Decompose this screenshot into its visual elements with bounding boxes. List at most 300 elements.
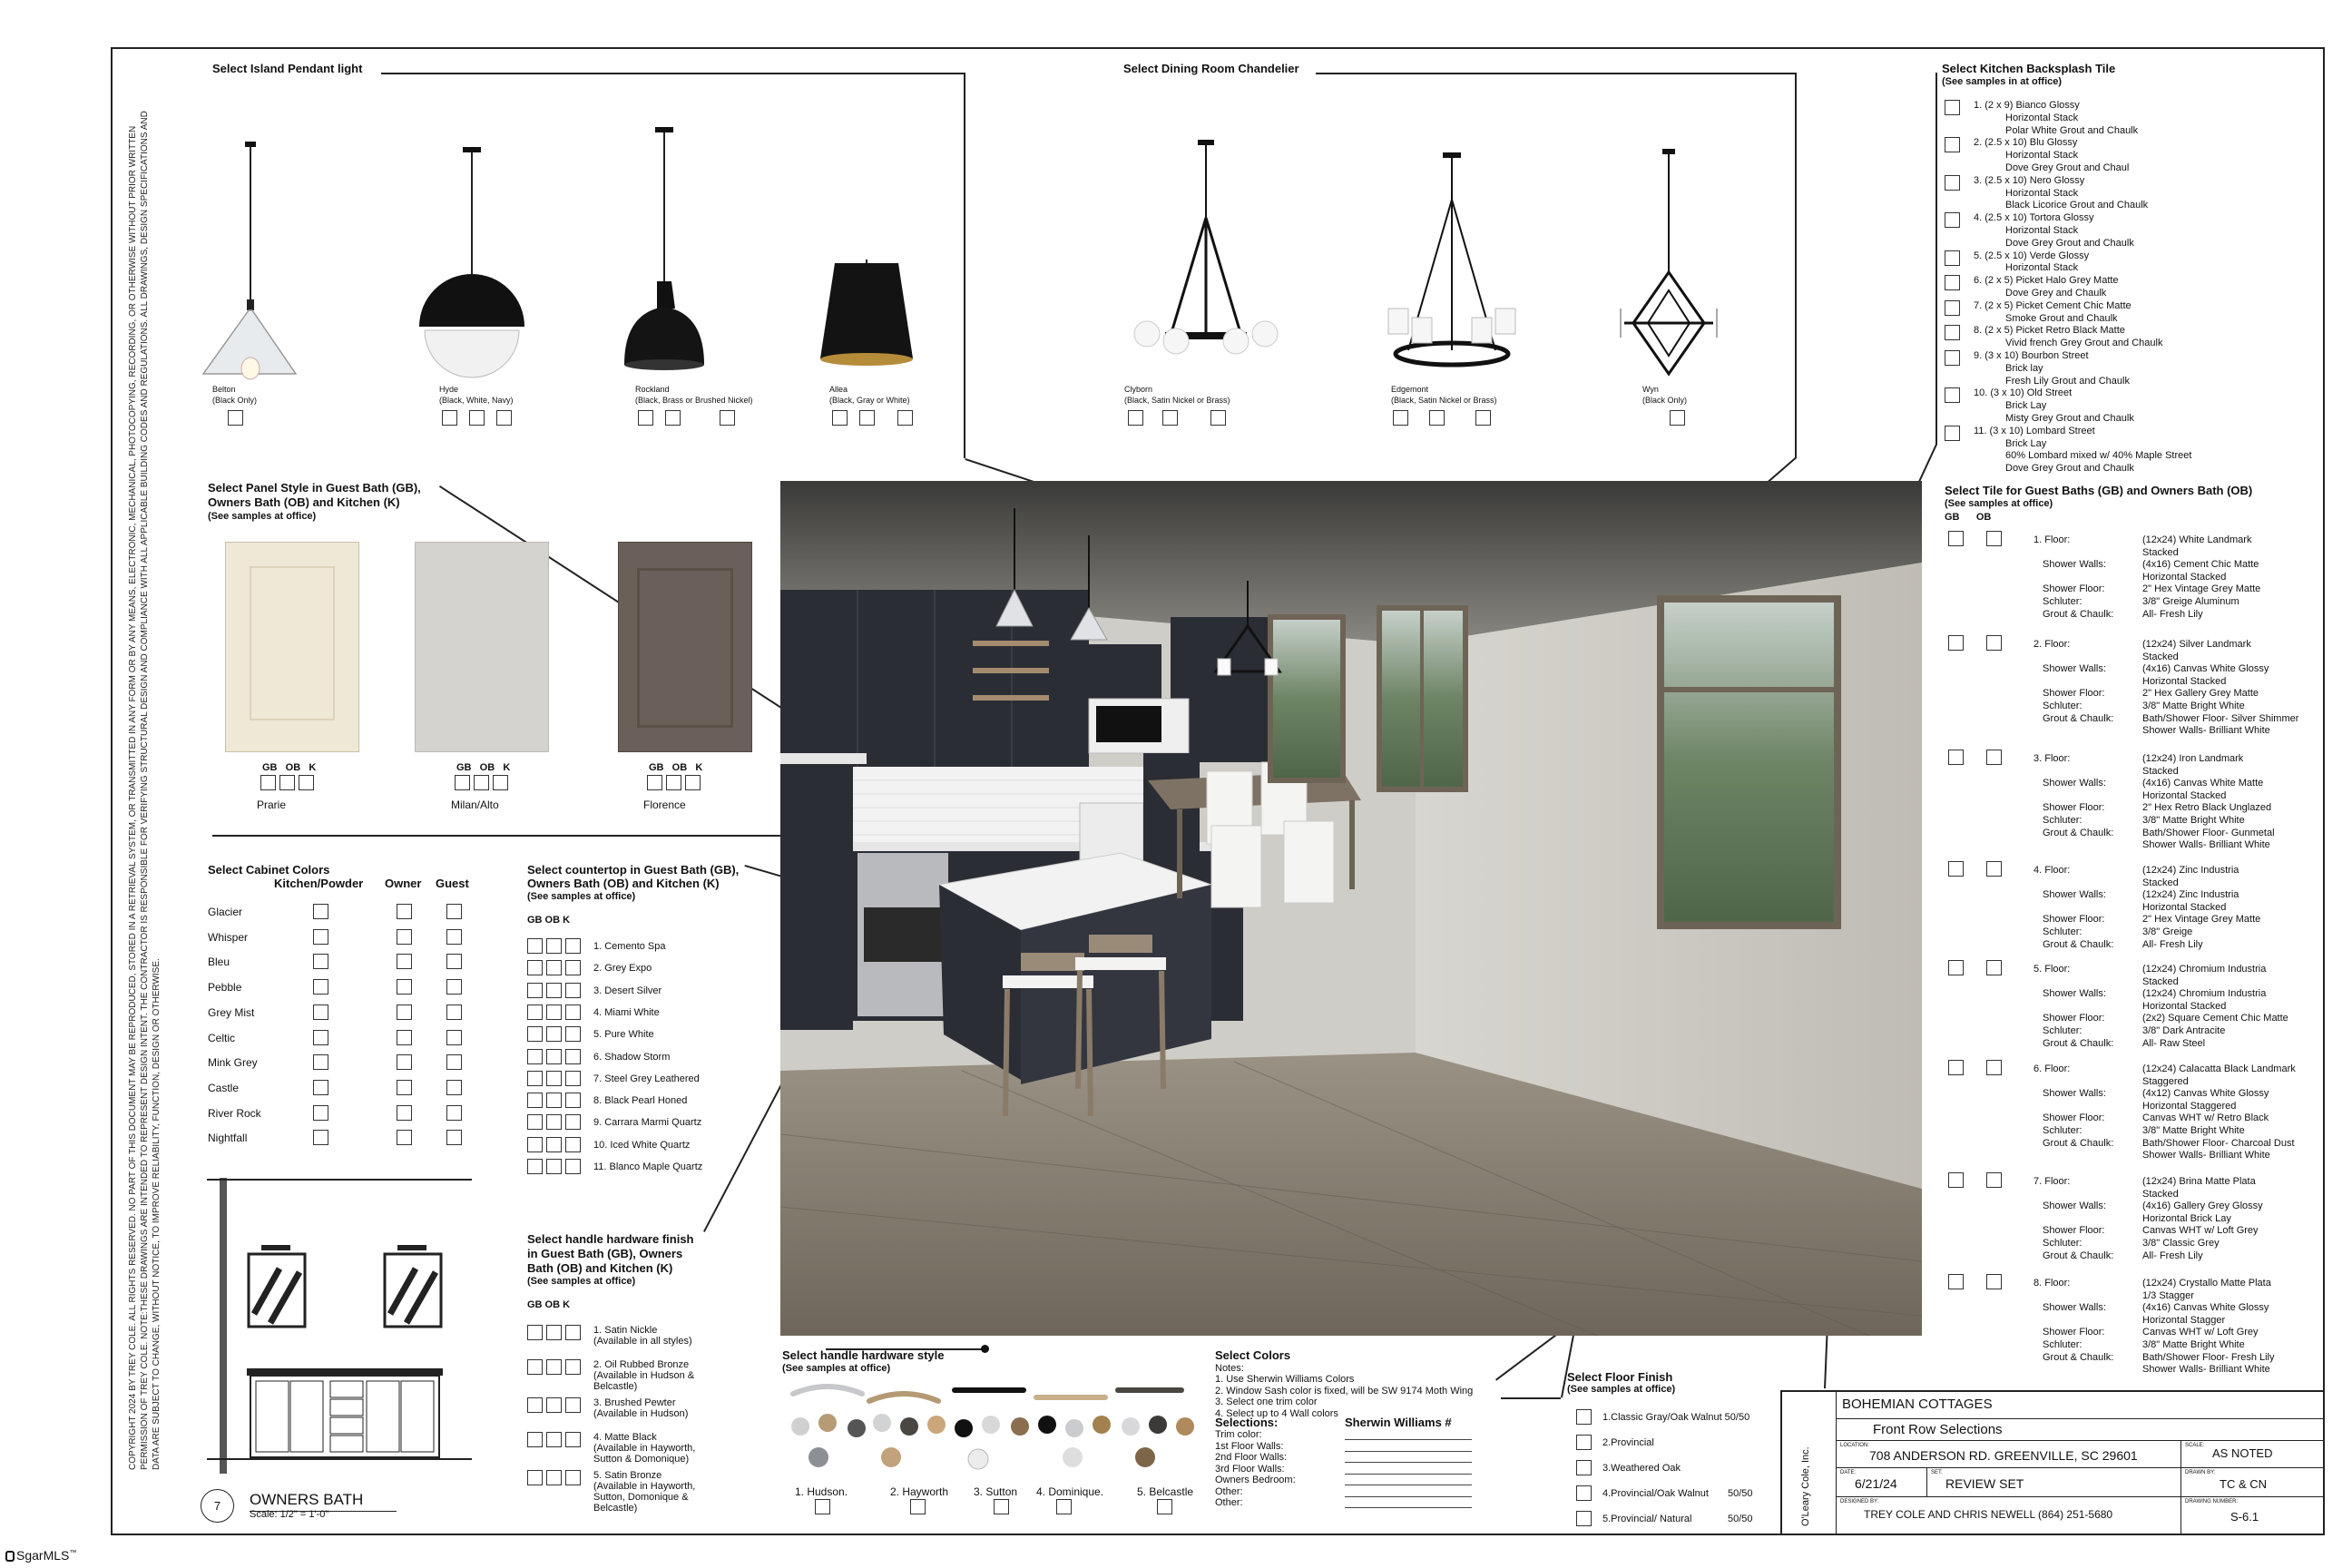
cabinet-guest-checkbox[interactable] [446, 1004, 462, 1020]
cabinet-color-name: Pebble [208, 981, 242, 995]
guest-tile-ob-checkbox[interactable] [1986, 635, 2002, 651]
countertop-checkbox[interactable] [546, 1137, 562, 1152]
countertop-name: 4. Miami White [593, 1006, 660, 1018]
countertop-checkbox[interactable] [546, 960, 562, 975]
countertop-checkbox[interactable] [565, 1026, 581, 1042]
leader-dot [981, 1345, 989, 1353]
countertop-checkbox[interactable] [565, 1114, 581, 1130]
cabinet-kitchen-checkbox[interactable] [313, 1080, 328, 1095]
handle-finish-subtitle: (See samples at office) [527, 1276, 636, 1287]
colors-row-label: Trim color: [1215, 1429, 1262, 1440]
cabinet-owner-checkbox[interactable] [397, 954, 412, 969]
handle-finish-checkbox[interactable] [565, 1397, 581, 1413]
pendant-checkbox[interactable] [832, 410, 848, 426]
chandelier-checkbox[interactable] [1210, 410, 1226, 426]
handle-finish-line: (Available in Hayworth, [593, 1481, 696, 1492]
panel-checkbox-milan[interactable] [493, 775, 508, 790]
cabinet-owner-checkbox[interactable] [397, 1080, 412, 1095]
pendant-name: Hyde [439, 385, 459, 394]
backsplash-checkbox[interactable] [1945, 175, 1960, 191]
countertop-checkbox[interactable] [546, 1049, 562, 1064]
copyright-notice: COPYRIGHT 2024 BY TREY COLE. ALL RIGHTS RESERVED. NO PART OF THIS DOCUMENT MAY BE REPRODUCED, STORED IN A RETRIEVAL SYSTEM, OR TRANSMITTED IN ANY FORM OR BY ANY MEANS, ELECTRONIC, MECHANICAL, PHOTOCOPYING, RECORDING, OR OTHERWISE WITHOUT PRIOR WRITTEN PERMISSION OF TREY COLE. NOTE:THESE DRAWINGS ARE INTENDED TO REPRESENT DESIGN INTENT. THE CONTRACTOR IS RESPONSIBLE FOR VERIFYING STRUCTURAL DESIGN AND COMPLIANCE WITH ALL APPLICABLE BUILDING CODES AND REGULATIONS. ALL DRAWINGS, DESIGN SPECIFICATIONS AND DATA ARE SUBJECT TO CHANGE, WITHOUT NOTICE, TO IMPROVE RELIABILITY, FUNCTION, DESIGN OR OTHERWISE. [128, 111, 162, 1470]
chandelier-finish: (Black Only) [1642, 396, 1688, 405]
owners-bath-scale: Scale: 1/2" = 1'-0" [250, 1509, 329, 1520]
panel-swatch-florence [618, 542, 752, 752]
guest-tile-value: Staggered [2142, 1075, 2189, 1087]
guest-tile-label: Shower Floor: [2043, 914, 2105, 926]
guest-tile-value: Horizontal Stagger [2142, 1314, 2226, 1326]
backsplash-line: Horizontal Stack [2005, 187, 2079, 199]
panel-checkbox-florence[interactable] [685, 775, 701, 790]
leader-line [1501, 1397, 1561, 1399]
guest-tile-gb-checkbox[interactable] [1948, 960, 1964, 975]
sheet-title: Front Row Selections [1837, 1419, 2323, 1441]
pendant-name: Belton [212, 385, 236, 394]
colors-note: 1. Use Sherwin Williams Colors [1215, 1374, 1355, 1385]
chandelier-checkbox[interactable] [1475, 410, 1491, 426]
owners-bath-elevation [207, 1178, 472, 1474]
cabinet-owner-checkbox[interactable] [397, 1030, 412, 1045]
cabinet-col-kitchen: Kitchen/Powder [274, 877, 364, 890]
guest-tile-value: (4x16) Canvas White Glossy [2142, 663, 2269, 675]
guest-tile-number: 1. Floor: [2034, 534, 2071, 545]
pendant-checkbox[interactable] [638, 410, 653, 426]
floor-name: 5.Provincial/ Natural [1602, 1514, 1692, 1524]
cabinet-color-name: Glacier [208, 906, 243, 918]
countertop-checkbox[interactable] [565, 938, 581, 954]
cabinet-owner-checkbox[interactable] [397, 1004, 412, 1020]
backsplash-checkbox[interactable] [1945, 250, 1960, 266]
title-block [1780, 1390, 2325, 1535]
cabinet-guest-checkbox[interactable] [446, 1105, 462, 1121]
guest-tile-ob-checkbox[interactable] [1986, 531, 2002, 546]
guest-tile-gb-checkbox[interactable] [1948, 531, 1964, 546]
guest-tile-label: Shower Floor: [2043, 583, 2105, 595]
countertop-checkbox[interactable] [546, 1026, 562, 1042]
guest-tile-label: Grout & Chaulk: [2043, 938, 2114, 950]
handle-finish-checkbox[interactable] [546, 1470, 562, 1485]
backsplash-checkbox[interactable] [1945, 100, 1960, 115]
handle-finish-checkbox[interactable] [527, 1325, 543, 1340]
colors-row-label: Other: [1215, 1485, 1243, 1497]
pendant-checkbox[interactable] [859, 410, 875, 426]
countertop-checkbox[interactable] [527, 1004, 543, 1020]
panel-cols: GB OB K [456, 762, 511, 773]
handle-finish-line: 3. Brushed Pewter [593, 1397, 676, 1408]
guest-tile-value: Stacked [2142, 975, 2179, 987]
panel-cols: GB OB K [262, 762, 317, 773]
panel-swatch-milan [415, 542, 549, 752]
handle-style-name: 1. Hudson. [795, 1485, 848, 1498]
panel-checkbox-milan[interactable] [455, 775, 470, 790]
cabinet-kitchen-checkbox[interactable] [313, 1105, 328, 1121]
guest-tile-gb-checkbox[interactable] [1948, 861, 1964, 877]
handle-finish-checkbox[interactable] [546, 1359, 562, 1375]
guest-tile-value: Shower Walls- Brilliant White [2142, 725, 2270, 737]
handle-finish-checkbox[interactable] [565, 1359, 581, 1375]
colors-row-blank[interactable] [1345, 1474, 1472, 1475]
guest-tile-ob-checkbox[interactable] [1986, 861, 2002, 877]
countertop-checkbox[interactable] [527, 1071, 543, 1086]
handle-finish-line: Belcastle) [593, 1503, 638, 1514]
cabinet-owner-checkbox[interactable] [397, 979, 412, 995]
leader-line [965, 73, 966, 458]
colors-selections-label: Selections: [1215, 1416, 1279, 1429]
handle-style-checkbox[interactable] [815, 1499, 830, 1514]
cabinet-guest-checkbox[interactable] [446, 979, 462, 995]
cabinet-kitchen-checkbox[interactable] [313, 904, 328, 919]
cabinet-color-name: River Rock [208, 1106, 261, 1120]
countertop-name: 7. Steel Grey Leathered [593, 1073, 700, 1084]
countertop-checkbox[interactable] [546, 1093, 562, 1108]
guest-tile-value: All- Fresh Lily [2142, 608, 2203, 620]
guest-tile-ob-checkbox[interactable] [1986, 1172, 2002, 1188]
floor-checkbox[interactable] [1576, 1485, 1592, 1501]
handle-finish-line: (Available in Hayworth, [593, 1443, 696, 1454]
guest-tile-label: Schluter: [2043, 1025, 2082, 1036]
chandelier-checkbox[interactable] [1393, 410, 1408, 426]
set-cell [1927, 1468, 2181, 1497]
countertop-checkbox[interactable] [546, 983, 562, 998]
cabinet-color-name: Bleu [208, 956, 230, 969]
cabinet-guest-checkbox[interactable] [446, 904, 462, 919]
countertop-name: 8. Black Pearl Honed [593, 1095, 688, 1107]
watermark-text: SgarMLS [16, 1548, 70, 1563]
guest-tile-title: Select Tile for Guest Baths (GB) and Owners Bath (OB) [1945, 484, 2253, 497]
cabinet-color-name: Mink Grey [208, 1056, 258, 1070]
cabinet-color-name: Celtic [208, 1031, 236, 1044]
pendant-checkbox[interactable] [720, 410, 735, 426]
countertop-checkbox[interactable] [527, 1093, 543, 1108]
pendant-lights-illustration [200, 127, 944, 381]
panel-checkbox-milan[interactable] [474, 775, 489, 790]
colors-note: 3. Select one trim color [1215, 1396, 1318, 1407]
colors-row-blank[interactable] [1345, 1451, 1472, 1452]
kitchen-render-image [780, 481, 1922, 1336]
backsplash-checkbox[interactable] [1945, 275, 1960, 290]
countertop-name: 9. Carrara Marmi Quartz [593, 1117, 702, 1129]
backsplash-line: 3. (2.5 x 10) Nero Glossy [1974, 174, 2085, 186]
firm-column [1782, 1392, 1837, 1534]
cabinet-guest-checkbox[interactable] [446, 1080, 462, 1095]
guest-tile-value: All- Fresh Lily [2142, 938, 2203, 950]
countertop-checkbox[interactable] [565, 1071, 581, 1086]
guest-tile-ob-checkbox[interactable] [1986, 750, 2002, 765]
countertop-checkbox[interactable] [527, 1026, 543, 1042]
backsplash-line: Vivid french Grey Grout and Chaulk [2005, 338, 2163, 349]
handle-finish-line: Sutton, Domonique & [593, 1492, 689, 1503]
pendant-finish: (Black, White, Navy) [439, 396, 514, 405]
backsplash-line: 1. (2 x 9) Bianco Glossy [1974, 100, 2080, 111]
countertop-checkbox[interactable] [527, 1137, 543, 1152]
colors-row-label: Owners Bedroom: [1215, 1475, 1296, 1485]
guest-tile-value: All- Raw Steel [2142, 1037, 2206, 1049]
countertop-checkbox[interactable] [565, 1049, 581, 1064]
pendant-checkbox[interactable] [228, 410, 243, 426]
backsplash-line: 9. (3 x 10) Bourbon Street [1974, 350, 2089, 361]
guest-tile-value: (12x24) Chromium Industria [2142, 988, 2267, 1000]
floor-checkbox[interactable] [1576, 1435, 1592, 1450]
guest-tile-gb-checkbox[interactable] [1948, 1172, 1964, 1188]
cabinet-guest-checkbox[interactable] [446, 1030, 462, 1045]
location-label: LOCATION: [1840, 1443, 1869, 1448]
cabinet-kitchen-checkbox[interactable] [313, 979, 328, 995]
guest-tile-ob-checkbox[interactable] [1986, 1060, 2002, 1075]
countertop-checkbox[interactable] [527, 938, 543, 954]
panel-checkbox-prarie[interactable] [299, 775, 314, 790]
leader-line [212, 835, 780, 837]
pendant-finish: (Black Only) [212, 396, 258, 405]
chandelier-checkbox[interactable] [1128, 410, 1143, 426]
countertop-checkbox[interactable] [565, 1159, 581, 1174]
handle-style-checkbox[interactable] [1056, 1499, 1072, 1514]
countertop-subtitle: (See samples at office) [527, 891, 636, 902]
cabinet-owner-checkbox[interactable] [397, 1105, 412, 1121]
guest-tile-value: 2" Hex Retro Black Unglazed [2142, 802, 2272, 814]
countertop-checkbox[interactable] [527, 983, 543, 998]
handle-style-name: 4. Dominique. [1036, 1485, 1104, 1498]
mls-logo-icon [5, 1551, 15, 1562]
guest-tile-value: (12x24) Crystallo Matte Plata [2142, 1278, 2271, 1289]
cabinet-kitchen-checkbox[interactable] [313, 1004, 328, 1020]
colors-row-blank[interactable] [1345, 1507, 1472, 1508]
pendant-checkbox[interactable] [665, 410, 681, 426]
guest-tile-value: Stacked [2142, 877, 2179, 888]
backsplash-line: Dove Grey and Chaulk [2005, 288, 2107, 299]
backsplash-line: 2. (2.5 x 10) Blu Glossy [1974, 137, 2078, 149]
countertop-title-1: Select countertop in Guest Bath (GB), [527, 863, 740, 877]
colors-note: 4. Select up to 4 Wall colors [1215, 1407, 1338, 1419]
pendant-checkbox[interactable] [442, 410, 457, 426]
floor-checkbox[interactable] [1576, 1409, 1592, 1425]
handle-finish-line: 5. Satin Bronze [593, 1470, 662, 1481]
panel-checkbox-florence[interactable] [647, 775, 662, 790]
date-label: DATE: [1840, 1470, 1857, 1475]
guest-tile-value: Horizontal Staggered [2142, 1100, 2237, 1112]
drawing-number-value: S-6.1 [2230, 1510, 2259, 1524]
cabinet-guest-checkbox[interactable] [446, 929, 462, 945]
colors-row-label: Other: [1215, 1497, 1243, 1508]
designed-cell [1837, 1497, 2181, 1534]
panel-checkbox-prarie[interactable] [260, 775, 276, 790]
location-cell [1837, 1441, 2181, 1468]
guest-tile-gb-checkbox[interactable] [1948, 1060, 1964, 1075]
guest-tile-label: Grout & Chaulk: [2043, 827, 2114, 838]
panel-checkbox-prarie[interactable] [279, 775, 295, 790]
handle-finish-checkbox[interactable] [546, 1397, 562, 1413]
cabinet-owner-checkbox[interactable] [397, 1130, 412, 1145]
guest-tile-label: Shower Floor: [2043, 1327, 2105, 1338]
cabinet-guest-checkbox[interactable] [446, 1130, 462, 1145]
backsplash-line: Brick lay [2005, 362, 2043, 374]
guest-tile-number: 7. Floor: [2034, 1176, 2071, 1187]
scale-label: SCALE: [2185, 1443, 2205, 1448]
countertop-name: 1. Cemento Spa [593, 941, 666, 952]
countertop-checkbox[interactable] [527, 960, 543, 975]
countertop-checkbox[interactable] [546, 1114, 562, 1130]
colors-row-blank[interactable] [1345, 1496, 1472, 1497]
cabinet-color-name: Castle [208, 1081, 240, 1094]
handle-finish-checkbox[interactable] [565, 1432, 581, 1447]
floor-name: 2.Provincial [1602, 1437, 1654, 1448]
backsplash-checkbox[interactable] [1945, 426, 1960, 441]
guest-tile-label: Schluter: [2043, 815, 2082, 826]
cabinet-owner-checkbox[interactable] [397, 1054, 412, 1070]
countertop-checkbox[interactable] [565, 960, 581, 975]
colors-row-label: 2nd Floor Walls: [1215, 1452, 1288, 1463]
guest-tile-value: (12x24) Brina Matte Plata [2142, 1176, 2256, 1187]
cabinet-title: Select Cabinet Colors [208, 863, 330, 877]
guest-tile-ob-checkbox[interactable] [1986, 1274, 2002, 1289]
panel-name-prarie: Prarie [257, 799, 287, 811]
countertop-checkbox[interactable] [527, 1159, 543, 1174]
pendant-name: Rockland [635, 385, 670, 394]
countertop-cols: GB OB K [527, 915, 571, 926]
handle-finish-checkbox[interactable] [546, 1432, 562, 1447]
backsplash-checkbox[interactable] [1945, 212, 1960, 228]
backsplash-line: Misty Grey Grout and Chaulk [2005, 413, 2134, 424]
floor-checkbox[interactable] [1576, 1511, 1592, 1526]
pendant-finish: (Black, Gray or White) [829, 396, 910, 405]
guest-tile-value: (12x24) Silver Landmark [2142, 639, 2251, 650]
countertop-checkbox[interactable] [565, 1004, 581, 1020]
handle-style-checkbox[interactable] [910, 1499, 926, 1514]
countertop-checkbox[interactable] [565, 1137, 581, 1152]
floor-checkbox[interactable] [1576, 1460, 1592, 1475]
guest-tile-ob-checkbox[interactable] [1986, 960, 2002, 975]
pendant-checkbox[interactable] [469, 410, 485, 426]
colors-row-blank[interactable] [1345, 1462, 1472, 1463]
cabinet-guest-checkbox[interactable] [446, 1054, 462, 1070]
backsplash-checkbox[interactable] [1945, 137, 1960, 152]
backsplash-line: Horizontal Stack [2005, 112, 2079, 123]
cabinet-color-name: Nightfall [208, 1132, 248, 1145]
guest-tile-value: Horizontal Stacked [2142, 1000, 2227, 1012]
cabinet-kitchen-checkbox[interactable] [313, 1130, 328, 1145]
date-value: 6/21/24 [1855, 1476, 1897, 1491]
guest-tile-label: Shower Walls: [2043, 1088, 2106, 1100]
project-name: BOHEMIAN COTTAGES [1837, 1392, 2323, 1419]
cabinet-owner-checkbox[interactable] [397, 904, 412, 919]
pendant-title: Select Island Pendant light [212, 62, 363, 75]
handle-finish-checkbox[interactable] [546, 1325, 562, 1340]
colors-title: Select Colors [1215, 1348, 1291, 1362]
chandelier-illustration [1116, 136, 1751, 381]
panel-title-1: Select Panel Style in Guest Bath (GB), [208, 481, 421, 495]
cabinet-kitchen-checkbox[interactable] [313, 1030, 328, 1045]
pendant-name: Allea [829, 385, 848, 394]
backsplash-checkbox[interactable] [1945, 387, 1960, 403]
guest-tile-label: Grout & Chaulk: [2043, 1351, 2114, 1363]
backsplash-line: Horizontal Stack [2005, 150, 2079, 162]
countertop-checkbox[interactable] [546, 1004, 562, 1020]
cabinet-owner-checkbox[interactable] [397, 929, 412, 945]
cabinet-kitchen-checkbox[interactable] [313, 1054, 328, 1070]
guest-tile-value: 3/8" Matte Bright White [2142, 815, 2245, 826]
pendant-checkbox[interactable] [496, 410, 512, 426]
countertop-checkbox[interactable] [565, 983, 581, 998]
handle-finish-checkbox[interactable] [527, 1470, 543, 1485]
chandelier-checkbox[interactable] [1670, 410, 1685, 426]
panel-subtitle: (See samples at office) [208, 511, 317, 522]
guest-tile-number: 4. Floor: [2034, 865, 2071, 876]
cabinet-guest-checkbox[interactable] [446, 954, 462, 969]
guest-tile-number: 8. Floor: [2034, 1278, 2071, 1289]
handle-finish-line: Belcastle) [593, 1381, 638, 1392]
cabinet-kitchen-checkbox[interactable] [313, 954, 328, 969]
guest-tile-gb-checkbox[interactable] [1948, 1274, 1964, 1289]
countertop-checkbox[interactable] [565, 1093, 581, 1108]
panel-swatch-prarie [225, 542, 359, 752]
guest-tile-label: Schluter: [2043, 926, 2082, 937]
cabinet-color-name: Grey Mist [208, 1005, 255, 1019]
guest-tile-value: (12x24) Calacatta Black Landmark [2142, 1063, 2296, 1074]
guest-tile-value: 2" Hex Vintage Grey Matte [2142, 914, 2261, 926]
colors-row-blank[interactable] [1345, 1439, 1472, 1440]
handle-finish-checkbox[interactable] [527, 1359, 543, 1375]
chandelier-name: Wyn [1642, 385, 1659, 394]
handle-style-checkbox[interactable] [1157, 1499, 1172, 1514]
guest-tile-value: (12x24) Zinc Industria [2142, 865, 2239, 876]
countertop-name: 3. Desert Silver [593, 985, 662, 996]
countertop-checkbox[interactable] [527, 1049, 543, 1064]
guest-tile-label: Shower Walls: [2043, 1302, 2106, 1314]
countertop-checkbox[interactable] [546, 1071, 562, 1086]
handle-finish-checkbox[interactable] [527, 1432, 543, 1447]
countertop-checkbox[interactable] [546, 938, 562, 954]
backsplash-checkbox[interactable] [1945, 325, 1960, 340]
cabinet-kitchen-checkbox[interactable] [313, 929, 328, 945]
guest-tile-value: (12x24) White Landmark [2142, 534, 2252, 545]
guest-tile-value: 1/3 Stagger [2142, 1289, 2194, 1301]
backsplash-checkbox[interactable] [1945, 300, 1960, 316]
guest-tile-label: Shower Walls: [2043, 778, 2106, 789]
location-value: 708 ANDERSON RD. GREENVILLE, SC 29601 [1869, 1448, 2138, 1463]
date-cell [1837, 1468, 1927, 1497]
colors-row-label: 3rd Floor Walls: [1215, 1463, 1285, 1475]
handle-style-checkbox[interactable] [994, 1499, 1009, 1514]
chandelier-checkbox[interactable] [1162, 410, 1178, 426]
guest-tile-label: Schluter: [2043, 1238, 2082, 1249]
guest-tile-gb-checkbox[interactable] [1948, 635, 1964, 651]
handle-finish-checkbox[interactable] [565, 1325, 581, 1340]
panel-checkbox-florence[interactable] [666, 775, 681, 790]
chandelier-checkbox[interactable] [1429, 410, 1445, 426]
handle-style-name: 5. Belcastle [1137, 1485, 1194, 1498]
guest-tile-value: Shower Walls- Brilliant White [2142, 839, 2270, 851]
countertop-checkbox[interactable] [527, 1114, 543, 1130]
colors-row-label: 1st Floor Walls: [1215, 1440, 1284, 1452]
guest-tile-value: (12x24) Chromium Industria [2142, 964, 2267, 975]
cabinet-color-name: Whisper [208, 930, 249, 944]
backsplash-checkbox[interactable] [1945, 350, 1960, 366]
drawing-number-circle: 7 [201, 1489, 234, 1523]
handle-finish-checkbox[interactable] [565, 1470, 581, 1485]
guest-tile-gb-checkbox[interactable] [1948, 750, 1964, 765]
countertop-checkbox[interactable] [546, 1159, 562, 1174]
guest-tile-value: Canvas WHT w/ Loft Grey [2142, 1327, 2259, 1338]
pendant-checkbox[interactable] [897, 410, 913, 426]
handle-finish-line: (Available in Hudson & [593, 1370, 695, 1381]
floor-name: 4.Provincial/Oak Walnut [1602, 1488, 1709, 1499]
handle-finish-checkbox[interactable] [527, 1397, 543, 1413]
guest-tile-label: Schluter: [2043, 1125, 2082, 1136]
guest-tile-value: Horizontal Stacked [2142, 789, 2227, 801]
guest-tile-label: Grout & Chaulk: [2043, 1037, 2114, 1049]
guest-tile-value: Stacked [2142, 765, 2179, 777]
drawn-label: DRAWN BY: [2185, 1470, 2216, 1475]
pendant-images [200, 127, 944, 381]
